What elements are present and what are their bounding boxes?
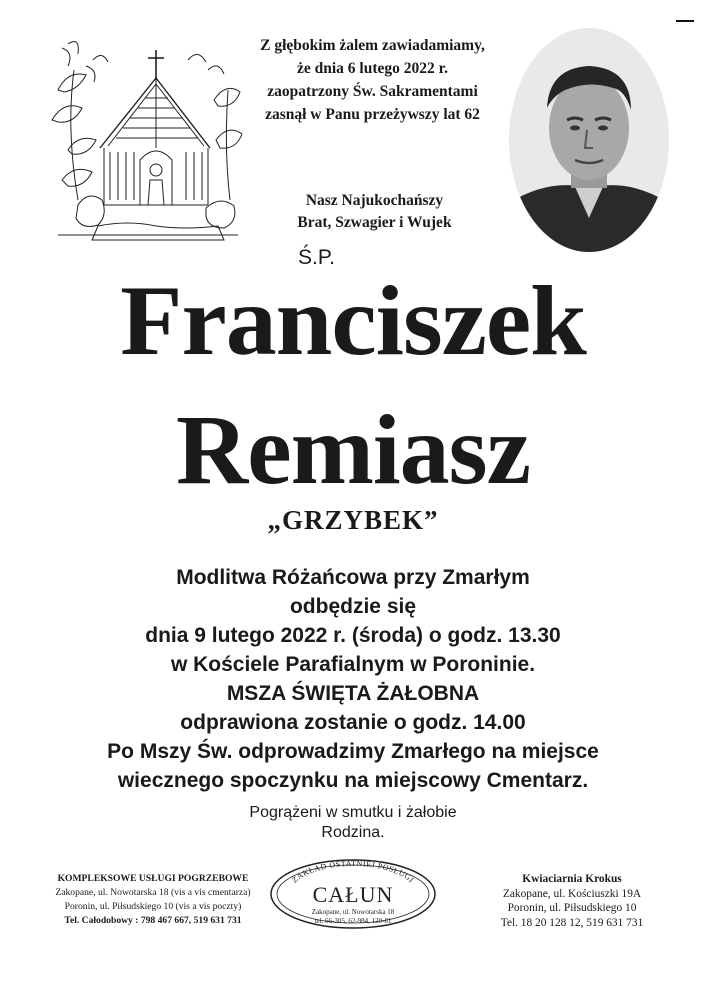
calun-logo xyxy=(268,858,438,930)
nickname: „GRZYBEK” xyxy=(267,505,439,535)
mourners-signature xyxy=(0,803,706,843)
relation-line: Brat, Szwagier i Wujek xyxy=(297,214,452,231)
announcement-line: że dnia 6 lutego 2022 r. xyxy=(297,60,448,77)
ceremony-line: Po Mszy Św. odprowadzimy Zmarłego na miejsce xyxy=(107,740,599,763)
logo-name: CAŁUN xyxy=(312,882,394,907)
relation-line: Nasz Najukochańszy xyxy=(305,192,444,209)
logo-address: Zakopane, ul. Nowotarska 18 xyxy=(311,908,395,916)
ceremony-details xyxy=(0,563,706,795)
announcement-line: zasnął w Panu przeżywszy lat 62 xyxy=(265,106,480,123)
florist-phone: Tel. 18 20 128 12, 519 631 731 xyxy=(500,916,644,929)
relation-text xyxy=(262,190,487,234)
florist-footer xyxy=(467,872,677,930)
florist-address: Zakopane, ul. Kościuszki 19A xyxy=(502,887,642,900)
prefix-label: Ś.P. xyxy=(298,246,335,269)
mourners-line: Pogrążeni w smutku i żałobie xyxy=(249,804,457,821)
chapel-illustration xyxy=(38,30,243,245)
ceremony-line: odbędzie się xyxy=(289,595,417,618)
deceased-first-name: Franciszek xyxy=(120,265,586,376)
ceremony-line: w Kościele Parafialnym w Poroninie. xyxy=(170,653,536,676)
ceremony-line: dnia 9 lutego 2022 r. (środa) o godz. 13.30 xyxy=(145,624,561,647)
deceased-last-name: Remiasz xyxy=(176,394,530,505)
portrait-photo xyxy=(509,28,669,252)
announcement-line: zaopatrzony Św. Sakramentami xyxy=(267,83,478,100)
svg-text:ZAKŁAD OSTATNIEJ POSŁUGI xyxy=(290,859,416,885)
funeral-services-address: Zakopane, ul. Nowotarska 18 (vis a vis cmentarza) xyxy=(55,887,251,898)
logo-phone: tel. 66-305, 62-984, 120-81 xyxy=(314,917,392,925)
mourners-line: Rodzina. xyxy=(321,824,385,841)
ceremony-line: wiecznego spoczynku na miejscowy Cmentarz. xyxy=(117,769,589,792)
florist-title: Kwiaciarnia Krokus xyxy=(522,873,622,885)
funeral-services-title: KOMPLEKSOWE USŁUGI POGRZEBOWE xyxy=(57,873,249,884)
funeral-services-address: Poronin, ul. Piłsudskiego 10 (vis a vis poczty) xyxy=(64,901,242,912)
death-announcement xyxy=(255,34,490,126)
florist-address: Poronin, ul. Piłsudskiego 10 xyxy=(507,902,637,914)
logo-arc-top: ZAKŁAD OSTATNIEJ POSŁUGI xyxy=(290,858,416,885)
ceremony-line: odprawiona zostanie o godz. 14.00 xyxy=(180,711,526,734)
corner-mark xyxy=(676,20,694,22)
ceremony-line: Modlitwa Różańcowa przy Zmarłym xyxy=(176,566,530,589)
ceremony-line: MSZA ŚWIĘTA ŻAŁOBNA xyxy=(226,682,480,705)
funeral-services-footer xyxy=(38,872,268,928)
funeral-services-phone: Tel. Całodobowy : 798 467 667, 519 631 731 xyxy=(64,915,242,926)
announcement-line: Z głębokim żalem zawiadamiamy, xyxy=(260,37,485,54)
